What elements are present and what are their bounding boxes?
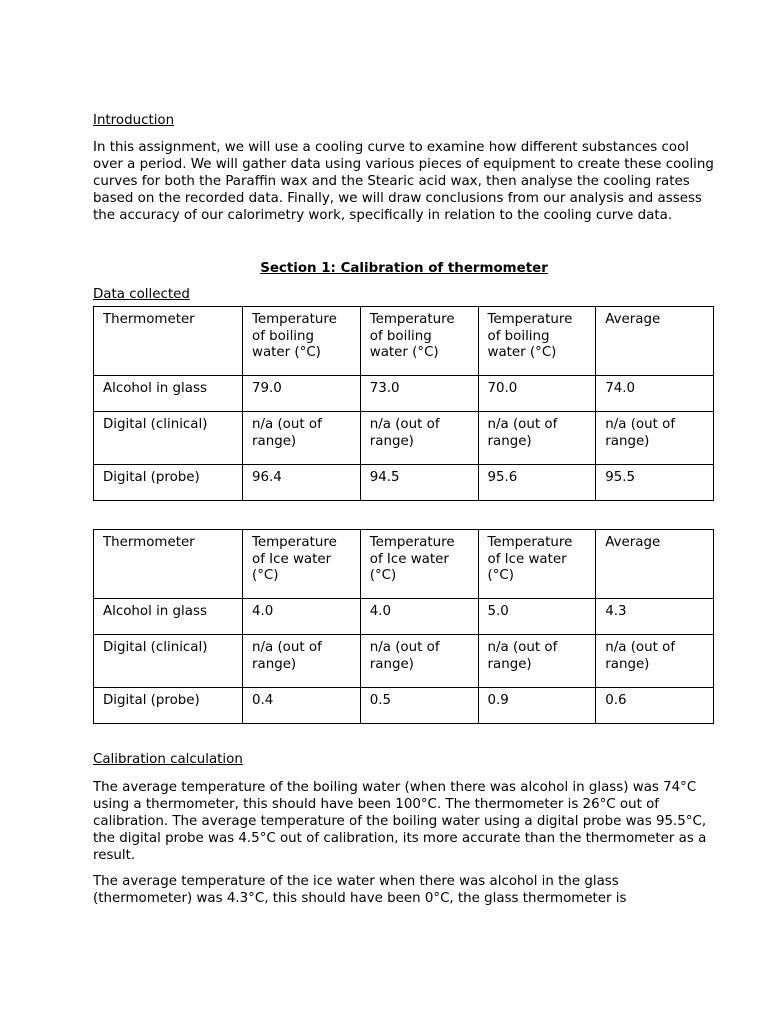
table-cell: Digital (clinical) (94, 412, 243, 465)
calibration-paragraph-1: The average temperature of the boiling water (when there was alcohol in glass) was 74°C using a thermometer, this should have been 100°C. The thermometer is 26°C out of calibration. The average temperature of the boiling water using a digital probe was 95.5°C, the digital probe was 4.5°C out of calibration, its more accurate than the thermometer as a result. (93, 780, 707, 863)
table-cell: n/a (out of range) (360, 635, 478, 688)
table-cell: n/a (out of range) (478, 635, 596, 688)
table-cell: Alcohol in glass (94, 599, 243, 635)
table-row (94, 635, 714, 688)
header-cell: Average (596, 307, 714, 376)
table-cell: 0.6 (596, 688, 714, 724)
header-cell: Temperature of Ice water (°C) (478, 530, 596, 599)
table-cell: n/a (out of range) (360, 412, 478, 465)
table-cell: 79.0 (243, 376, 361, 412)
ice-water-table (93, 529, 714, 724)
calibration-calculation-heading: Calibration calculation (93, 752, 243, 767)
header-cell: Temperature of boiling water (°C) (478, 307, 596, 376)
header-cell: Thermometer (94, 307, 243, 376)
introduction-paragraph: In this assignment, we will use a cooling curve to examine how different substances cool over a period. We will gather data using various pieces of equipment to create these cooling curves for both the Paraffin wax and the Stearic acid wax, then analyse the cooling rates based on the recorded data. Finally, we will draw conclusions from our analysis and assess the accuracy of our calorimetry work, specifically in relation to the cooling curve data. (93, 140, 714, 223)
section-1-title: Section 1: Calibration of thermometer (260, 261, 548, 276)
table-header-row (94, 307, 714, 376)
table-header-row (94, 530, 714, 599)
table-cell: n/a (out of range) (243, 412, 361, 465)
table-cell: n/a (out of range) (596, 635, 714, 688)
table-cell: 94.5 (360, 465, 478, 501)
table-cell: n/a (out of range) (243, 635, 361, 688)
document-page (93, 112, 715, 907)
table-cell: 4.0 (360, 599, 478, 635)
header-cell: Temperature of Ice water (°C) (243, 530, 361, 599)
table-row (94, 376, 714, 412)
table-cell: 73.0 (360, 376, 478, 412)
table-cell: 0.9 (478, 688, 596, 724)
header-cell: Temperature of boiling water (°C) (360, 307, 478, 376)
table-cell: 74.0 (596, 376, 714, 412)
data-collected-heading: Data collected (93, 287, 190, 302)
table-row (94, 599, 714, 635)
table-cell: 4.3 (596, 599, 714, 635)
table-cell: Digital (probe) (94, 688, 243, 724)
table-cell: 0.4 (243, 688, 361, 724)
table-cell: 5.0 (478, 599, 596, 635)
table-cell: Digital (clinical) (94, 635, 243, 688)
table-row (94, 688, 714, 724)
table-cell: 95.5 (596, 465, 714, 501)
table-cell: 0.5 (360, 688, 478, 724)
boiling-water-table (93, 306, 714, 501)
header-cell: Average (596, 530, 714, 599)
calibration-paragraph-2: The average temperature of the ice water when there was alcohol in the glass (thermometer) was 4.3°C, this should have been 0°C, the glass thermometer is (93, 874, 627, 906)
table-cell: n/a (out of range) (596, 412, 714, 465)
introduction-heading: Introduction (93, 113, 175, 128)
table-cell: 4.0 (243, 599, 361, 635)
header-cell: Thermometer (94, 530, 243, 599)
table-cell: Digital (probe) (94, 465, 243, 501)
header-cell: Temperature of boiling water (°C) (243, 307, 361, 376)
table-cell: n/a (out of range) (478, 412, 596, 465)
header-cell: Temperature of Ice water (°C) (360, 530, 478, 599)
table-cell: 70.0 (478, 376, 596, 412)
table-cell: Alcohol in glass (94, 376, 243, 412)
table-cell: 95.6 (478, 465, 596, 501)
table-row (94, 465, 714, 501)
table-cell: 96.4 (243, 465, 361, 501)
table-row (94, 412, 714, 465)
